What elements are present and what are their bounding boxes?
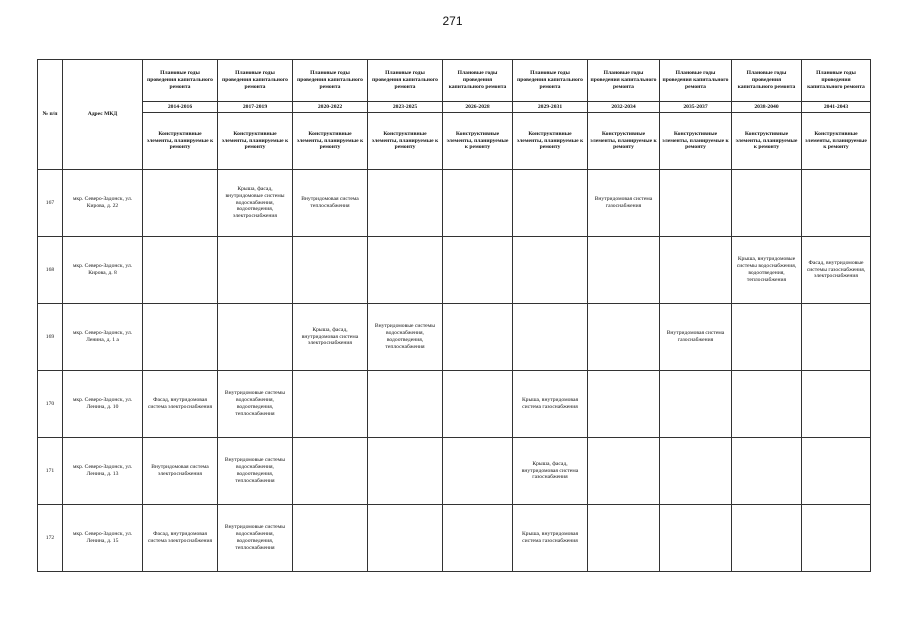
- table-row: [38, 170, 871, 237]
- repair-cell: [732, 438, 802, 505]
- period-years: 2014-2016: [143, 102, 218, 113]
- repair-cell: Крыша, фасад, внутридомовая система газоснабжения: [513, 438, 588, 505]
- repair-cell: Фасад, внутридомовая система электроснабжения: [143, 371, 218, 438]
- period-years: 2032-2034: [588, 102, 660, 113]
- row-address: мкр. Северо-Задонск, ул. Кирова, д. 8: [63, 237, 143, 304]
- row-address: мкр. Северо-Задонск, ул. Кирова, д. 22: [63, 170, 143, 237]
- row-address: мкр. Северо-Задонск, ул. Ленина, д. 10: [63, 371, 143, 438]
- repair-cell: [660, 438, 732, 505]
- repair-cell: [368, 170, 443, 237]
- row-number: 168: [38, 237, 63, 304]
- repair-cell: [443, 371, 513, 438]
- repair-cell: [660, 170, 732, 237]
- header-number: № п/п: [38, 60, 63, 170]
- repair-cell: Крыша, фасад, внутридомовые системы водоснабжения, водоотведения, электроснабжения: [218, 170, 293, 237]
- period-years: 2017-2019: [218, 102, 293, 113]
- period-title: Плановые годы проведения капитального ремонта: [293, 60, 368, 102]
- repair-cell: [513, 237, 588, 304]
- row-number: 170: [38, 371, 63, 438]
- repair-cell: [293, 371, 368, 438]
- repair-cell: Фасад, внутридомовая система электроснабжения: [143, 505, 218, 572]
- repair-cell: [443, 505, 513, 572]
- period-title: Плановые годы проведения капитального ремонта: [443, 60, 513, 102]
- header-row-years: [38, 102, 871, 113]
- repair-cell: [443, 304, 513, 371]
- repair-cell: [293, 237, 368, 304]
- table-row: [38, 237, 871, 304]
- period-elements-header: Конструктивные элементы, планируемые к ремонту: [513, 113, 588, 170]
- repair-cell: [293, 438, 368, 505]
- row-address: мкр. Северо-Задонск, ул. Ленина, д. 15: [63, 505, 143, 572]
- repair-cell: [443, 237, 513, 304]
- repair-cell: [660, 371, 732, 438]
- repair-cell: Внутридомовая система теплоснабжения: [293, 170, 368, 237]
- repair-cell: Крыша, внутридомовая система газоснабжения: [513, 371, 588, 438]
- repair-cell: Внутридомовые системы водоснабжения, водоотведения, теплоснабжения: [218, 505, 293, 572]
- period-elements-header: Конструктивные элементы, планируемые к ремонту: [443, 113, 513, 170]
- repair-cell: [143, 237, 218, 304]
- table-body: [38, 170, 871, 572]
- repair-cell: Внутридомовая система газоснабжения: [660, 304, 732, 371]
- header-address: Адрес МКД: [63, 60, 143, 170]
- repair-cell: [588, 304, 660, 371]
- period-years: 2038-2040: [732, 102, 802, 113]
- repair-cell: [732, 371, 802, 438]
- header-row-titles: [38, 60, 871, 102]
- period-elements-header: Конструктивные элементы, планируемые к ремонту: [732, 113, 802, 170]
- period-years: 2020-2022: [293, 102, 368, 113]
- repair-cell: [802, 371, 871, 438]
- repair-cell: [368, 505, 443, 572]
- period-years: 2029-2031: [513, 102, 588, 113]
- repair-cell: [802, 438, 871, 505]
- repair-cell: [143, 170, 218, 237]
- row-number: 167: [38, 170, 63, 237]
- period-years: 2041-2043: [802, 102, 871, 113]
- period-title: Плановые годы проведения капитального ремонта: [802, 60, 871, 102]
- repair-cell: [588, 371, 660, 438]
- period-title: Плановые годы проведения капитального ремонта: [588, 60, 660, 102]
- table-row: [38, 438, 871, 505]
- repair-cell: [513, 304, 588, 371]
- repair-cell: Крыша, внутридомовые системы водоснабжения, водоотведения, теплоснабжения: [732, 237, 802, 304]
- repair-cell: [218, 304, 293, 371]
- period-years: 2026-2028: [443, 102, 513, 113]
- table-row: [38, 505, 871, 572]
- repair-cell: Внутридомовая система электроснабжения: [143, 438, 218, 505]
- repair-cell: Внутридомовая система газоснабжения: [588, 170, 660, 237]
- repair-cell: [732, 505, 802, 572]
- repair-cell: [802, 170, 871, 237]
- repair-cell: Внутридомовые системы водоснабжения, водоотведения, теплоснабжения: [368, 304, 443, 371]
- repair-cell: [802, 304, 871, 371]
- repair-cell: [588, 237, 660, 304]
- period-title: Плановые годы проведения капитального ремонта: [732, 60, 802, 102]
- period-elements-header: Конструктивные элементы, планируемые к ремонту: [143, 113, 218, 170]
- period-title: Плановые годы проведения капитального ремонта: [368, 60, 443, 102]
- repair-cell: Крыша, фасад, внутридомовая система электроснабжения: [293, 304, 368, 371]
- repair-cell: [368, 438, 443, 505]
- repair-cell: [443, 438, 513, 505]
- repair-cell: [293, 505, 368, 572]
- table-row: [38, 304, 871, 371]
- period-years: 2023-2025: [368, 102, 443, 113]
- period-title: Плановые годы проведения капитального ремонта: [513, 60, 588, 102]
- repair-cell: Внутридомовые системы водоснабжения, водоотведения, теплоснабжения: [218, 371, 293, 438]
- row-number: 169: [38, 304, 63, 371]
- period-elements-header: Конструктивные элементы, планируемые к ремонту: [660, 113, 732, 170]
- repair-cell: [218, 237, 293, 304]
- row-number: 171: [38, 438, 63, 505]
- repair-cell: [368, 237, 443, 304]
- period-elements-header: Конструктивные элементы, планируемые к ремонту: [293, 113, 368, 170]
- repair-cell: [368, 371, 443, 438]
- repair-cell: [802, 505, 871, 572]
- period-elements-header: Конструктивные элементы, планируемые к ремонту: [218, 113, 293, 170]
- row-address: мкр. Северо-Задонск, ул. Ленина, д. 1 а: [63, 304, 143, 371]
- table-row: [38, 371, 871, 438]
- period-title: Плановые годы проведения капитального ремонта: [143, 60, 218, 102]
- capital-repair-table: [37, 59, 871, 572]
- repair-cell: [732, 170, 802, 237]
- repair-cell: Фасад, внутридомовые системы газоснабжения, электроснабжения: [802, 237, 871, 304]
- repair-cell: Внутридомовые системы водоснабжения, водоотведения, теплоснабжения: [218, 438, 293, 505]
- repair-cell: [660, 505, 732, 572]
- row-number: 172: [38, 505, 63, 572]
- header-row-elements: [38, 113, 871, 170]
- period-elements-header: Конструктивные элементы, планируемые к ремонту: [588, 113, 660, 170]
- row-address: мкр. Северо-Задонск, ул. Ленина, д. 13: [63, 438, 143, 505]
- repair-cell: Крыша, внутридомовая система газоснабжения: [513, 505, 588, 572]
- table-header: [38, 60, 871, 170]
- repair-cell: [660, 237, 732, 304]
- period-years: 2035-2037: [660, 102, 732, 113]
- repair-cell: [143, 304, 218, 371]
- repair-cell: [513, 170, 588, 237]
- repair-cell: [588, 505, 660, 572]
- period-elements-header: Конструктивные элементы, планируемые к ремонту: [368, 113, 443, 170]
- repair-cell: [588, 438, 660, 505]
- period-title: Плановые годы проведения капитального ремонта: [218, 60, 293, 102]
- repair-cell: [443, 170, 513, 237]
- repair-cell: [732, 304, 802, 371]
- period-elements-header: Конструктивные элементы, планируемые к ремонту: [802, 113, 871, 170]
- page-number: 271: [442, 14, 463, 28]
- period-title: Плановые годы проведения капитального ремонта: [660, 60, 732, 102]
